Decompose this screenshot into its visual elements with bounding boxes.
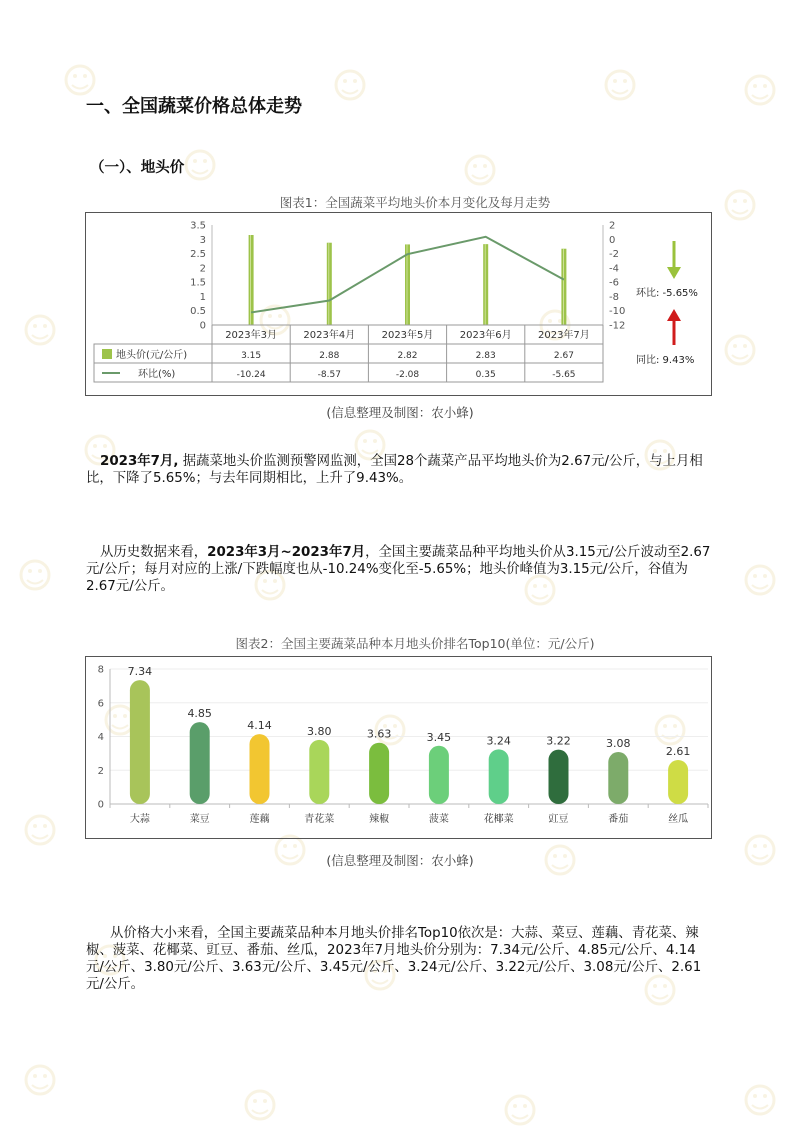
chart1-bar [327,243,332,325]
section-subheading: （一）、地头价 [90,160,185,176]
bee-watermark-icon [180,135,240,195]
right-axis-tick: 2 [609,220,616,232]
chart2-data-label: 3.22 [546,734,571,748]
chart2-category-label: 莲藕 [249,814,270,825]
chart2-data-label: 7.34 [127,665,153,679]
chart2-data-label: 3.63 [366,727,392,741]
down-arrow-icon [667,267,681,279]
chart2-bar [309,740,329,804]
right-axis-tick: -4 [609,263,619,275]
chart2-bar [668,760,688,804]
left-axis-tick: 1 [199,291,206,303]
bee-watermark-icon [500,1080,560,1140]
chart2-data-label: 2.61 [665,744,691,758]
bee-watermark-icon [740,820,793,880]
chart2-bar [250,734,270,804]
paragraph-1 [86,453,711,487]
chart2-category-label: 菜豆 [189,814,210,825]
table-line-value: -8.57 [317,370,341,380]
yoy-label: 同比: 9.43% [636,355,695,366]
page-heading: 一、全国蔬菜价格总体走势 [86,96,302,117]
bee-watermark-icon [460,140,520,200]
legend-bar-label: 地头价(元/公斤) [116,350,188,361]
y-axis-tick: 2 [97,765,104,777]
left-axis-tick: 1.5 [190,277,206,289]
paragraph-2-text: ，全国主要蔬菜品种平均地头价从3.15元/公斤波动至2.67元/公斤；每月对应的上涨/下跌幅度也从-10.24%变化至-5.65%；地头价峰值为3.15元/公斤，谷值为2.67元/公斤。 [86,545,711,594]
table-line-value: -2.08 [395,370,420,380]
chart1-frame [85,212,712,396]
left-axis-tick: 0.5 [190,306,206,318]
chart2-bar [489,749,509,804]
chart2-data-label: 4.85 [187,707,212,721]
right-axis-tick: -6 [609,277,619,289]
chart1-source: (信息整理及制图：农小蜂) [326,405,474,420]
bee-watermark-icon [740,550,793,610]
chart2-caption: 图表2：全国主要蔬菜品种本月地头价排名Top10(单位：元/公斤) [235,636,595,651]
paragraph-3-text: 从价格大小来看，全国主要蔬菜品种本月地头价排名Top10依次是：大蒜、菜豆、莲藕、青花菜、辣椒、菠菜、花椰菜、豇豆、番茄、丝瓜，2023年7月地头价分别为：7.34元/公斤、4.85元/公斤、4.14元/公斤、3.80元/公斤、3.63元/公斤、3.45元/公斤、3.24元/公斤、3.22元/公斤、3.08元/公斤、2.61元/公斤。 [86,926,702,992]
paragraph-1-bold: 2023年7月, [100,454,179,469]
chart2-bar [608,752,628,804]
bee-watermark-icon [720,320,780,380]
chart2-category-label: 番茄 [608,814,629,825]
y-axis-tick: 4 [97,732,104,743]
right-axis-tick: 0 [609,234,616,246]
chart2-bar [130,680,150,804]
chart2-category-label: 辣椒 [369,814,390,825]
paragraph-1-text: 据蔬菜地头价监测预警网监测，全国28个蔬菜产品平均地头价为2.67元/公斤，与上月相比，下降了5.65%；与去年同期相比，上升了9.43%。 [86,454,703,486]
x-axis-category: 2023年3月 [225,330,278,341]
chart2-bar [190,722,210,804]
bee-watermark-icon [600,55,660,115]
table-bar-value: 2.82 [397,351,418,361]
chart2-bar [429,746,449,804]
legend-bar-swatch [102,349,112,359]
bee-watermark-icon [20,300,80,360]
x-axis-category: 2023年7月 [537,330,590,341]
chart2-data-label: 4.14 [247,719,272,733]
left-axis-tick: 2 [199,263,206,275]
chart2-category-label: 丝瓜 [668,814,689,825]
left-axis-tick: 3.5 [190,220,206,232]
bee-watermark-icon [20,1050,80,1110]
chart2-bar [369,743,389,804]
chart2-category-label: 豇豆 [548,814,569,825]
chart1-svg [86,213,711,395]
chart2-data-label: 3.24 [486,734,511,748]
table-bar-value: 3.15 [241,351,262,361]
chart2-data-label: 3.45 [426,730,452,744]
left-axis-tick: 3 [199,234,206,246]
y-axis-tick: 0 [97,799,104,811]
left-axis-tick: 0 [199,320,206,332]
y-axis-tick: 8 [97,664,104,676]
chart2-bar [549,750,569,804]
paragraph-3 [86,925,711,993]
x-axis-category: 2023年4月 [303,330,356,341]
legend-line-label: 环比(%) [138,369,176,380]
chart2-svg [86,657,711,838]
right-axis-tick: -8 [609,291,619,303]
paragraph-2-pre: 从历史数据来看， [100,545,208,560]
table-line-value: 0.35 [475,370,496,380]
chart2-category-label: 菠菜 [428,814,449,825]
x-axis-category: 2023年6月 [459,330,512,341]
chart1-bar [561,249,566,325]
chart1-caption: 图表1：全国蔬菜平均地头价本月变化及每月走势 [279,195,551,210]
bee-watermark-icon [720,175,780,235]
right-axis-tick: -2 [609,249,619,261]
bee-watermark-icon [330,55,390,115]
chart2-data-label: 3.08 [606,737,631,751]
y-axis-tick: 6 [97,698,104,710]
table-bar-value: 2.88 [319,351,340,361]
chart1-bar [405,244,410,325]
table-line-value: -10.24 [236,370,266,380]
bee-watermark-icon [740,60,793,120]
bee-watermark-icon [740,1070,793,1130]
x-axis-category: 2023年5月 [381,330,434,341]
chart2-category-label: 大蒜 [129,814,150,825]
table-line-value: -5.65 [552,370,576,380]
right-axis-tick: -10 [609,306,626,318]
chart2-frame [85,656,712,839]
chart2-category-label: 花椰菜 [483,814,514,825]
table-bar-value: 2.83 [475,351,496,361]
paragraph-2 [86,544,711,595]
mom-label: 环比: -5.65% [636,288,698,299]
bee-watermark-icon [20,800,80,860]
chart2-category-label: 青花菜 [304,814,335,825]
left-axis-tick: 2.5 [190,249,206,261]
right-axis-tick: -12 [609,320,626,332]
chart2-source: (信息整理及制图：农小蜂) [326,853,474,868]
bee-watermark-icon [15,545,75,605]
paragraph-2-bold: 2023年3月~2023年7月 [207,545,366,560]
table-bar-value: 2.67 [553,351,574,361]
chart2-data-label: 3.80 [307,724,332,738]
bee-watermark-icon [240,1075,300,1135]
chart1-bar [483,244,488,325]
